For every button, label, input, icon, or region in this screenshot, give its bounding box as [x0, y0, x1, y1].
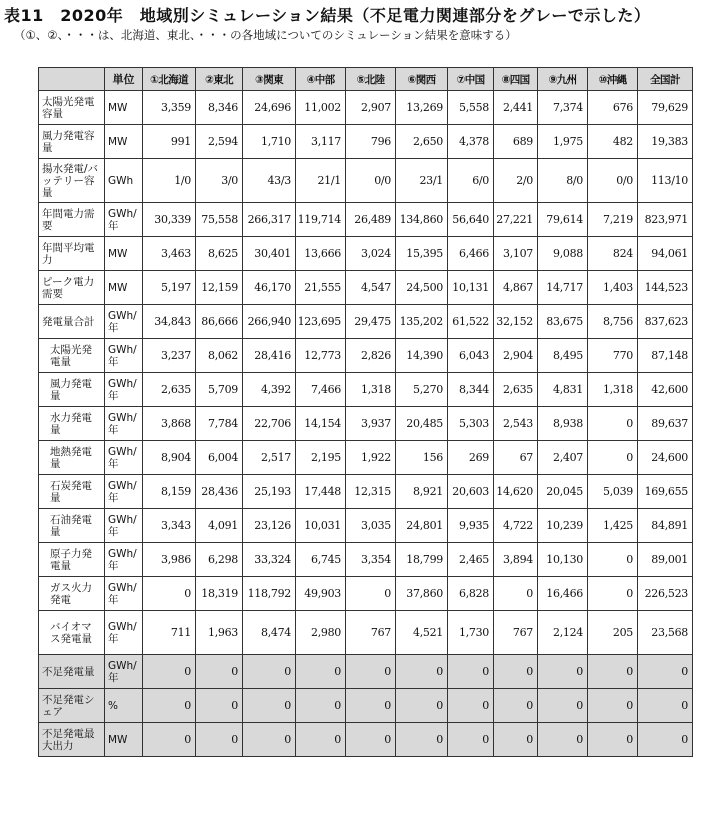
table-cell: 7,466: [296, 373, 346, 407]
row-label: 太陽光発電量: [39, 339, 105, 373]
table-cell: 18,799: [396, 543, 448, 577]
table-cell: 482: [588, 125, 638, 159]
table-cell: 767: [494, 611, 538, 655]
table-cell: 8,346: [196, 91, 243, 125]
header-region: ⑤北陸: [346, 68, 396, 91]
row-label: 地熱発電量: [39, 441, 105, 475]
table-row: [39, 203, 693, 237]
table-row: [39, 407, 693, 441]
table-cell: 2/0: [494, 159, 538, 203]
table-cell: 22,706: [243, 407, 296, 441]
table-cell: 1,730: [448, 611, 494, 655]
table-cell: 0/0: [346, 159, 396, 203]
table-cell: 7,374: [538, 91, 588, 125]
table-cell: 3,343: [143, 509, 196, 543]
row-unit: GWh/年: [105, 203, 143, 237]
table-cell: 1,975: [538, 125, 588, 159]
row-unit: %: [105, 689, 143, 723]
row-label: 年間電力需要: [39, 203, 105, 237]
table-cell: 13,666: [296, 237, 346, 271]
row-unit: GWh/年: [105, 655, 143, 689]
table-cell: 10,131: [448, 271, 494, 305]
table-cell: 0: [588, 441, 638, 475]
table-row: [39, 125, 693, 159]
row-unit: MW: [105, 91, 143, 125]
row-unit: GWh/年: [105, 305, 143, 339]
table-cell: 134,860: [396, 203, 448, 237]
table-cell: 0: [588, 543, 638, 577]
row-label: 原子力発電量: [39, 543, 105, 577]
table-cell: 0/0: [588, 159, 638, 203]
table-cell: 0: [588, 577, 638, 611]
table-subtitle: （①、②、・・・は、北海道、東北、・・・の各地域についてのシミュレーション結果を意味する）: [14, 28, 517, 42]
table-cell: 3,894: [494, 543, 538, 577]
header-region: ⑨九州: [538, 68, 588, 91]
table-cell: 113/10: [638, 159, 693, 203]
table-cell: 0: [143, 577, 196, 611]
row-label: 年間平均電力: [39, 237, 105, 271]
table-cell: 4,867: [494, 271, 538, 305]
row-unit: MW: [105, 271, 143, 305]
table-cell: 23,568: [638, 611, 693, 655]
table-cell: 12,773: [296, 339, 346, 373]
table-cell: 0: [243, 689, 296, 723]
table-row: [39, 509, 693, 543]
table-cell: 6,043: [448, 339, 494, 373]
table-cell: 1,318: [588, 373, 638, 407]
header-region: ①北海道: [143, 68, 196, 91]
table-cell: 6,828: [448, 577, 494, 611]
table-cell: 2,543: [494, 407, 538, 441]
table-cell: 8,495: [538, 339, 588, 373]
table-cell: 14,717: [538, 271, 588, 305]
table-cell: 767: [346, 611, 396, 655]
table-title: 表11 2020年 地域別シミュレーション結果（不足電力関連部分をグレーで示した）: [4, 6, 651, 25]
table-cell: 87,148: [638, 339, 693, 373]
table-cell: 4,392: [243, 373, 296, 407]
table-cell: 0: [143, 689, 196, 723]
table-cell: 2,594: [196, 125, 243, 159]
table-cell: 0: [396, 723, 448, 757]
table-cell: 0: [494, 577, 538, 611]
table-cell: 0: [494, 655, 538, 689]
table-cell: 2,407: [538, 441, 588, 475]
table-cell: 67: [494, 441, 538, 475]
row-label: 太陽光発電容量: [39, 91, 105, 125]
row-label: 不足発電最大出力: [39, 723, 105, 757]
table-row: [39, 305, 693, 339]
table-cell: 3,024: [346, 237, 396, 271]
table-cell: 2,441: [494, 91, 538, 125]
table-cell: 30,339: [143, 203, 196, 237]
table-cell: 3,237: [143, 339, 196, 373]
table-cell: 1,425: [588, 509, 638, 543]
table-cell: 10,031: [296, 509, 346, 543]
row-unit: GWh/年: [105, 407, 143, 441]
table-cell: 32,152: [494, 305, 538, 339]
table-cell: 3,986: [143, 543, 196, 577]
table-cell: 10,239: [538, 509, 588, 543]
table-cell: 49,903: [296, 577, 346, 611]
table-cell: 824: [588, 237, 638, 271]
table-cell: 796: [346, 125, 396, 159]
row-label: 発電量合計: [39, 305, 105, 339]
table-cell: 123,695: [296, 305, 346, 339]
table-cell: 0: [296, 723, 346, 757]
table-cell: 17,448: [296, 475, 346, 509]
table-cell: 1,922: [346, 441, 396, 475]
row-label: ガス火力発電: [39, 577, 105, 611]
table-cell: 0: [196, 689, 243, 723]
table-cell: 24,600: [638, 441, 693, 475]
table-cell: 79,629: [638, 91, 693, 125]
table-cell: 11,002: [296, 91, 346, 125]
table-cell: 3,107: [494, 237, 538, 271]
table-cell: 5,270: [396, 373, 448, 407]
header-region: ②東北: [196, 68, 243, 91]
row-unit: MW: [105, 237, 143, 271]
table-cell: 119,714: [296, 203, 346, 237]
table-cell: 0: [588, 407, 638, 441]
row-unit: GWh/年: [105, 441, 143, 475]
table-cell: 3,117: [296, 125, 346, 159]
table-cell: 2,124: [538, 611, 588, 655]
table-cell: 15,395: [396, 237, 448, 271]
table-cell: 3,035: [346, 509, 396, 543]
table-cell: 156: [396, 441, 448, 475]
table-cell: 2,635: [494, 373, 538, 407]
table-cell: 0: [638, 655, 693, 689]
table-cell: 12,159: [196, 271, 243, 305]
table-cell: 0: [538, 689, 588, 723]
table-cell: 205: [588, 611, 638, 655]
table-cell: 0: [296, 689, 346, 723]
row-unit: MW: [105, 723, 143, 757]
table-cell: 8/0: [538, 159, 588, 203]
table-row: [39, 237, 693, 271]
table-cell: 3,463: [143, 237, 196, 271]
header-region: ③関東: [243, 68, 296, 91]
table-cell: 0: [143, 723, 196, 757]
table-cell: 2,826: [346, 339, 396, 373]
table-cell: 37,860: [396, 577, 448, 611]
row-label: ピーク電力需要: [39, 271, 105, 305]
table-cell: 14,620: [494, 475, 538, 509]
row-unit: GWh/年: [105, 577, 143, 611]
table-cell: 86,666: [196, 305, 243, 339]
table-cell: 0: [448, 655, 494, 689]
table-body: [39, 91, 693, 757]
table-cell: 9,088: [538, 237, 588, 271]
row-unit: GWh/年: [105, 373, 143, 407]
table-cell: 0: [346, 689, 396, 723]
table-cell: 3/0: [196, 159, 243, 203]
table-cell: 5,558: [448, 91, 494, 125]
table-cell: 2,635: [143, 373, 196, 407]
row-unit: GWh/年: [105, 509, 143, 543]
table-cell: 6/0: [448, 159, 494, 203]
table-row: [39, 339, 693, 373]
table-cell: 6,298: [196, 543, 243, 577]
header-region: 全国計: [638, 68, 693, 91]
table-cell: 46,170: [243, 271, 296, 305]
row-unit: GWh/年: [105, 543, 143, 577]
table-cell: 8,625: [196, 237, 243, 271]
table-cell: 2,517: [243, 441, 296, 475]
table-cell: 8,938: [538, 407, 588, 441]
table-cell: 837,623: [638, 305, 693, 339]
table-cell: 0: [143, 655, 196, 689]
row-unit: GWh: [105, 159, 143, 203]
table-cell: 0: [448, 689, 494, 723]
table-cell: 118,792: [243, 577, 296, 611]
table-cell: 23/1: [396, 159, 448, 203]
table-cell: 20,045: [538, 475, 588, 509]
header-region: ⑥関西: [396, 68, 448, 91]
table-cell: 1,403: [588, 271, 638, 305]
table-cell: 10,130: [538, 543, 588, 577]
table-cell: 29,475: [346, 305, 396, 339]
table-cell: 0: [588, 655, 638, 689]
table-cell: 1,318: [346, 373, 396, 407]
table-cell: 23,126: [243, 509, 296, 543]
table-cell: 0: [346, 655, 396, 689]
table-cell: 28,416: [243, 339, 296, 373]
table-cell: 0: [494, 723, 538, 757]
table-cell: 4,521: [396, 611, 448, 655]
table-cell: 2,195: [296, 441, 346, 475]
table-cell: 0: [588, 689, 638, 723]
row-label: 不足発電量: [39, 655, 105, 689]
table-cell: 5,303: [448, 407, 494, 441]
table-cell: 21/1: [296, 159, 346, 203]
table-cell: 43/3: [243, 159, 296, 203]
table-cell: 8,756: [588, 305, 638, 339]
table-cell: 26,489: [346, 203, 396, 237]
table-row: [39, 611, 693, 655]
row-label: バイオマス発電量: [39, 611, 105, 655]
table-cell: 20,485: [396, 407, 448, 441]
table-cell: 75,558: [196, 203, 243, 237]
table-cell: 24,500: [396, 271, 448, 305]
table-row: [39, 373, 693, 407]
table-cell: 4,547: [346, 271, 396, 305]
row-unit: MW: [105, 125, 143, 159]
table-cell: 9,935: [448, 509, 494, 543]
table-cell: 169,655: [638, 475, 693, 509]
table-cell: 0: [396, 689, 448, 723]
row-unit: GWh/年: [105, 339, 143, 373]
table-row: [39, 543, 693, 577]
table-cell: 269: [448, 441, 494, 475]
table-cell: 5,197: [143, 271, 196, 305]
table-cell: 0: [346, 577, 396, 611]
table-cell: 0: [346, 723, 396, 757]
table-cell: 3,868: [143, 407, 196, 441]
table-cell: 4,378: [448, 125, 494, 159]
table-cell: 3,359: [143, 91, 196, 125]
table-cell: 3,354: [346, 543, 396, 577]
table-cell: 2,650: [396, 125, 448, 159]
table-cell: 226,523: [638, 577, 693, 611]
table-cell: 94,061: [638, 237, 693, 271]
table-cell: 83,675: [538, 305, 588, 339]
table-cell: 689: [494, 125, 538, 159]
row-unit: GWh/年: [105, 611, 143, 655]
table-cell: 42,600: [638, 373, 693, 407]
table-row: [39, 159, 693, 203]
table-row: [39, 91, 693, 125]
header-region: ⑦中国: [448, 68, 494, 91]
table-cell: 8,062: [196, 339, 243, 373]
table-cell: 7,219: [588, 203, 638, 237]
header-region: ⑩沖縄: [588, 68, 638, 91]
table-cell: 8,921: [396, 475, 448, 509]
table-cell: 1,710: [243, 125, 296, 159]
table-cell: 5,039: [588, 475, 638, 509]
table-cell: 8,344: [448, 373, 494, 407]
row-label: 不足発電シェア: [39, 689, 105, 723]
header-unit: 単位: [105, 68, 143, 91]
table-cell: 2,904: [494, 339, 538, 373]
row-label: 揚水発電/バッテリー容量: [39, 159, 105, 203]
table-cell: 8,474: [243, 611, 296, 655]
table-cell: 30,401: [243, 237, 296, 271]
table-cell: 19,383: [638, 125, 693, 159]
table-row: [39, 689, 693, 723]
row-label: 風力発電量: [39, 373, 105, 407]
table-row: [39, 475, 693, 509]
table-cell: 135,202: [396, 305, 448, 339]
row-label: 石油発電量: [39, 509, 105, 543]
table-cell: 266,940: [243, 305, 296, 339]
table-cell: 0: [196, 723, 243, 757]
table-cell: 25,193: [243, 475, 296, 509]
table-cell: 711: [143, 611, 196, 655]
table-cell: 6,466: [448, 237, 494, 271]
table-cell: 0: [538, 723, 588, 757]
table-cell: 1/0: [143, 159, 196, 203]
table-cell: 13,269: [396, 91, 448, 125]
table-cell: 6,745: [296, 543, 346, 577]
row-label: 石炭発電量: [39, 475, 105, 509]
table-cell: 12,315: [346, 475, 396, 509]
table-cell: 84,891: [638, 509, 693, 543]
table-cell: 0: [243, 655, 296, 689]
row-label: 水力発電量: [39, 407, 105, 441]
table-cell: 33,324: [243, 543, 296, 577]
table-cell: 5,709: [196, 373, 243, 407]
row-label: 風力発電容量: [39, 125, 105, 159]
table-cell: 6,004: [196, 441, 243, 475]
table-cell: 3,937: [346, 407, 396, 441]
table-cell: 18,319: [196, 577, 243, 611]
table-cell: 89,001: [638, 543, 693, 577]
table-cell: 0: [196, 655, 243, 689]
table-cell: 14,154: [296, 407, 346, 441]
table-cell: 0: [448, 723, 494, 757]
table-cell: 8,904: [143, 441, 196, 475]
table-cell: 16,466: [538, 577, 588, 611]
table-cell: 0: [638, 689, 693, 723]
table-cell: 144,523: [638, 271, 693, 305]
table-cell: 27,221: [494, 203, 538, 237]
table-cell: 21,555: [296, 271, 346, 305]
table-row: [39, 271, 693, 305]
table-cell: 56,640: [448, 203, 494, 237]
table-cell: 7,784: [196, 407, 243, 441]
table-cell: 34,843: [143, 305, 196, 339]
table-cell: 266,317: [243, 203, 296, 237]
table-cell: 79,614: [538, 203, 588, 237]
header-row: [39, 68, 693, 91]
table-cell: 2,980: [296, 611, 346, 655]
table-cell: 20,603: [448, 475, 494, 509]
table-cell: 0: [638, 723, 693, 757]
table-cell: 1,963: [196, 611, 243, 655]
table-cell: 14,390: [396, 339, 448, 373]
header-region: ④中部: [296, 68, 346, 91]
table-cell: 823,971: [638, 203, 693, 237]
header-region: ⑧四国: [494, 68, 538, 91]
table-cell: 4,091: [196, 509, 243, 543]
table-cell: 4,831: [538, 373, 588, 407]
row-unit: GWh/年: [105, 475, 143, 509]
table-cell: 28,436: [196, 475, 243, 509]
table-cell: 4,722: [494, 509, 538, 543]
table-row: [39, 441, 693, 475]
table-cell: 770: [588, 339, 638, 373]
table-row: [39, 577, 693, 611]
table-cell: 24,696: [243, 91, 296, 125]
table-cell: 991: [143, 125, 196, 159]
table-cell: 0: [396, 655, 448, 689]
table-cell: 2,465: [448, 543, 494, 577]
table-cell: 0: [494, 689, 538, 723]
table-row: [39, 655, 693, 689]
table-cell: 0: [538, 655, 588, 689]
table-cell: 8,159: [143, 475, 196, 509]
table-cell: 0: [296, 655, 346, 689]
simulation-results-table: [38, 67, 693, 757]
table-cell: 0: [588, 723, 638, 757]
table-row: [39, 723, 693, 757]
table-cell: 89,637: [638, 407, 693, 441]
table-cell: 2,907: [346, 91, 396, 125]
table-cell: 676: [588, 91, 638, 125]
table-cell: 0: [243, 723, 296, 757]
table-cell: 24,801: [396, 509, 448, 543]
header-corner: [39, 68, 105, 91]
table-cell: 61,522: [448, 305, 494, 339]
